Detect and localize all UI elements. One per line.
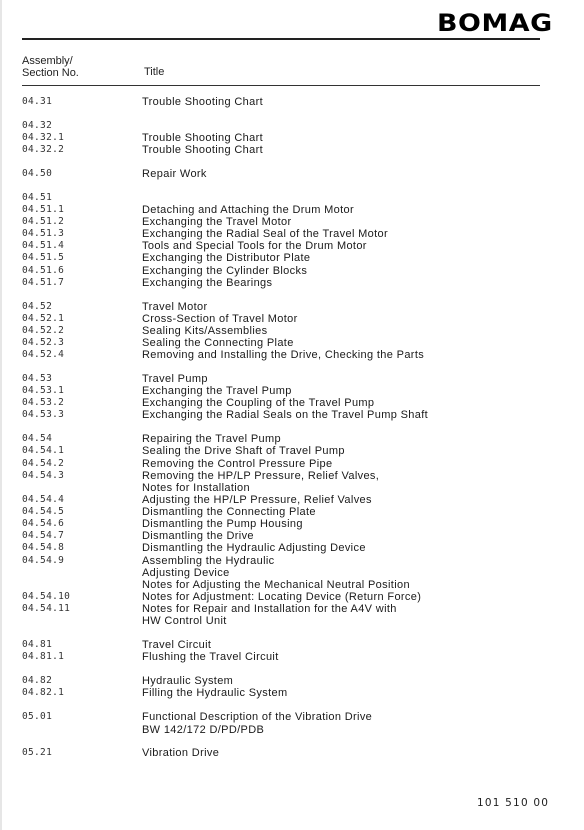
toc-group xyxy=(22,168,542,180)
toc-entry xyxy=(22,265,542,277)
toc-entry xyxy=(22,579,542,591)
toc-entry xyxy=(22,639,542,651)
toc-entry xyxy=(22,603,542,615)
section-title: Sealing the Drive Shaft of Travel Pump xyxy=(142,445,345,458)
section-title: Filling the Hydraulic System xyxy=(142,687,288,700)
toc-group xyxy=(22,192,542,289)
section-number xyxy=(22,567,142,579)
section-number: 04.81.1 xyxy=(22,651,65,663)
section-number: 04.53.3 xyxy=(22,409,65,421)
section-title: Travel Pump xyxy=(142,372,208,385)
section-title: Functional Description of the Vibration Drive xyxy=(142,711,373,724)
toc-entry xyxy=(22,651,542,663)
section-number: 04.82.1 xyxy=(22,687,65,699)
section-title: Hydraulic System xyxy=(142,675,234,688)
toc-entry xyxy=(22,687,542,699)
section-number: 04.51.7 xyxy=(22,276,65,288)
toc-entry xyxy=(22,591,542,603)
section-title: Exchanging the Coupling of the Travel Pump xyxy=(142,397,375,410)
section-title: Assembling the Hydraulic xyxy=(142,554,275,567)
section-number: 04.32.1 xyxy=(22,131,65,143)
toc-entry xyxy=(22,240,542,252)
section-title: HW Control Unit xyxy=(142,615,227,628)
toc-entry xyxy=(22,445,542,457)
toc-entry xyxy=(22,458,542,470)
section-title: Trouble Shooting Chart xyxy=(142,96,264,108)
toc-entry xyxy=(22,555,542,567)
section-number: 04.54.8 xyxy=(22,542,65,554)
section-number: 04.82 xyxy=(22,675,53,687)
section-title: Adjusting the HP/LP Pressure, Relief Valves xyxy=(142,493,372,506)
toc-entry xyxy=(22,192,542,204)
toc-group xyxy=(22,96,542,108)
toc-entry xyxy=(22,277,542,289)
section-number: 04.54 xyxy=(22,433,53,445)
toc-entry xyxy=(22,711,542,723)
section-number: 04.53.1 xyxy=(22,385,65,397)
toc-entry xyxy=(22,494,542,506)
section-number: 04.52.3 xyxy=(22,337,65,348)
section-title: Exchanging the Travel Pump xyxy=(142,385,292,398)
section-number: 04.54.3 xyxy=(22,469,65,481)
section-title: Adjusting Device xyxy=(142,566,230,579)
toc-group xyxy=(22,373,542,422)
section-title: Notes for Installation xyxy=(142,481,250,494)
toc-entry xyxy=(22,506,542,518)
section-title: Dismantling the Hydraulic Adjusting Device xyxy=(142,542,366,555)
section-number: 04.81 xyxy=(22,639,53,651)
section-number: 05.01 xyxy=(22,711,53,723)
section-number: 04.51.5 xyxy=(22,252,65,264)
section-title: Detaching and Attaching the Drum Motor xyxy=(142,203,355,216)
toc-entry xyxy=(22,567,542,579)
toc-group xyxy=(22,639,542,663)
section-title: Notes for Adjusting the Mechanical Neutral Position xyxy=(142,578,410,591)
toc-entry xyxy=(22,301,542,313)
top-rule xyxy=(22,38,540,40)
section-number xyxy=(22,579,142,591)
section-title xyxy=(142,192,542,204)
section-title: Exchanging the Radial Seal of the Travel Motor xyxy=(142,228,389,241)
section-number: 04.51 xyxy=(22,191,53,203)
section-number: 04.54.6 xyxy=(22,518,65,530)
page-edge xyxy=(0,0,2,830)
section-title: Trouble Shooting Chart xyxy=(142,131,264,144)
section-number: 04.52.2 xyxy=(22,324,65,336)
toc-entry xyxy=(22,433,542,445)
toc-group xyxy=(22,675,542,699)
section-title: Sealing Kits/Assemblies xyxy=(142,324,268,337)
toc-entry xyxy=(22,228,542,240)
toc-entry xyxy=(22,470,542,482)
table-of-contents xyxy=(22,96,542,771)
section-title: Exchanging the Cylinder Blocks xyxy=(142,264,308,277)
section-number: 04.51.2 xyxy=(22,216,65,228)
section-number xyxy=(22,482,142,494)
column-header-section xyxy=(22,55,79,79)
section-number: 04.51.6 xyxy=(22,264,65,276)
toc-entry xyxy=(22,216,542,228)
section-title: Exchanging the Travel Motor xyxy=(142,216,292,229)
section-number: 04.54.2 xyxy=(22,457,65,469)
section-header-line-1: Assembly/ xyxy=(22,55,73,67)
section-number: 05.21 xyxy=(22,747,53,759)
section-number: 04.52 xyxy=(22,300,53,312)
section-number: 04.51.3 xyxy=(22,228,65,240)
toc-entry xyxy=(22,542,542,554)
section-title: Vibration Drive xyxy=(142,747,220,760)
section-number: 04.51.4 xyxy=(22,240,65,252)
section-title: Repairing the Travel Pump xyxy=(142,433,281,446)
section-number: 04.51.1 xyxy=(22,203,65,215)
toc-entry xyxy=(22,724,542,736)
toc-entry xyxy=(22,615,542,627)
toc-group xyxy=(22,433,542,627)
toc-entry xyxy=(22,96,542,108)
toc-entry xyxy=(22,397,542,409)
toc-entry xyxy=(22,349,542,361)
section-number: 04.52.4 xyxy=(22,349,65,361)
toc-entry xyxy=(22,168,542,180)
toc-entry xyxy=(22,313,542,325)
section-number: 04.54.4 xyxy=(22,493,65,505)
section-title: Removing the HP/LP Pressure, Relief Valves, xyxy=(142,469,380,482)
document-number: 101 510 00 xyxy=(477,797,550,809)
toc-entry xyxy=(22,120,542,132)
section-title: Tools and Special Tools for the Drum Motor xyxy=(142,240,367,253)
toc-group xyxy=(22,301,542,362)
section-title: Notes for Repair and Installation for the A4V with xyxy=(142,603,397,616)
section-number: 04.31 xyxy=(22,96,53,107)
toc-entry xyxy=(22,747,542,759)
toc-entry xyxy=(22,385,542,397)
toc-entry xyxy=(22,518,542,530)
section-title: Dismantling the Drive xyxy=(142,530,254,543)
section-number xyxy=(22,724,142,736)
toc-entry xyxy=(22,482,542,494)
toc-group xyxy=(22,120,542,156)
section-header-line-2: Section No. xyxy=(22,67,79,79)
section-title: Removing the Control Pressure Pipe xyxy=(142,457,333,470)
section-title: Travel Circuit xyxy=(142,639,212,652)
section-title: Cross-Section of Travel Motor xyxy=(142,312,298,325)
section-number: 04.53 xyxy=(22,372,53,384)
section-number: 04.54.10 xyxy=(22,591,71,603)
section-title: Flushing the Travel Circuit xyxy=(142,651,279,664)
toc-entry xyxy=(22,409,542,421)
bomag-logo: BOMAG xyxy=(437,9,553,37)
section-number: 04.54.7 xyxy=(22,530,65,542)
toc-entry xyxy=(22,132,542,144)
toc-group xyxy=(22,747,542,759)
toc-group xyxy=(22,711,542,735)
section-number: 04.32 xyxy=(22,119,53,131)
section-title: Travel Motor xyxy=(142,300,208,313)
section-title: Removing and Installing the Drive, Checking the Parts xyxy=(142,349,425,362)
section-number xyxy=(22,615,142,627)
section-number: 04.54.9 xyxy=(22,554,65,566)
section-title: Exchanging the Radial Seals on the Travel Pump Shaft xyxy=(142,409,429,422)
section-number: 04.54.5 xyxy=(22,506,65,518)
section-title: BW 142/172 D/PD/PDB xyxy=(142,723,265,736)
section-title: Dismantling the Connecting Plate xyxy=(142,506,316,519)
section-title: Dismantling the Pump Housing xyxy=(142,518,303,531)
section-title: Exchanging the Bearings xyxy=(142,276,273,289)
section-title: Notes for Adjustment: Locating Device (Return Force) xyxy=(142,591,422,604)
section-number: 04.54.1 xyxy=(22,445,65,457)
toc-entry xyxy=(22,675,542,687)
toc-entry xyxy=(22,337,542,349)
toc-entry xyxy=(22,204,542,216)
toc-entry xyxy=(22,530,542,542)
section-title: Exchanging the Distributor Plate xyxy=(142,252,311,265)
header-rule xyxy=(22,85,540,86)
toc-entry xyxy=(22,144,542,156)
toc-entry xyxy=(22,325,542,337)
toc-entry xyxy=(22,252,542,264)
section-title: Repair Work xyxy=(142,167,207,180)
section-title xyxy=(142,120,542,132)
section-title: Sealing the Connecting Plate xyxy=(142,337,294,349)
section-number: 04.54.11 xyxy=(22,603,71,615)
section-number: 04.50 xyxy=(22,167,53,179)
section-number: 04.53.2 xyxy=(22,397,65,409)
section-title: Trouble Shooting Chart xyxy=(142,144,264,157)
toc-entry xyxy=(22,373,542,385)
section-number: 04.52.1 xyxy=(22,312,65,324)
section-number: 04.32.2 xyxy=(22,144,65,156)
column-header-title: Title xyxy=(144,66,165,78)
